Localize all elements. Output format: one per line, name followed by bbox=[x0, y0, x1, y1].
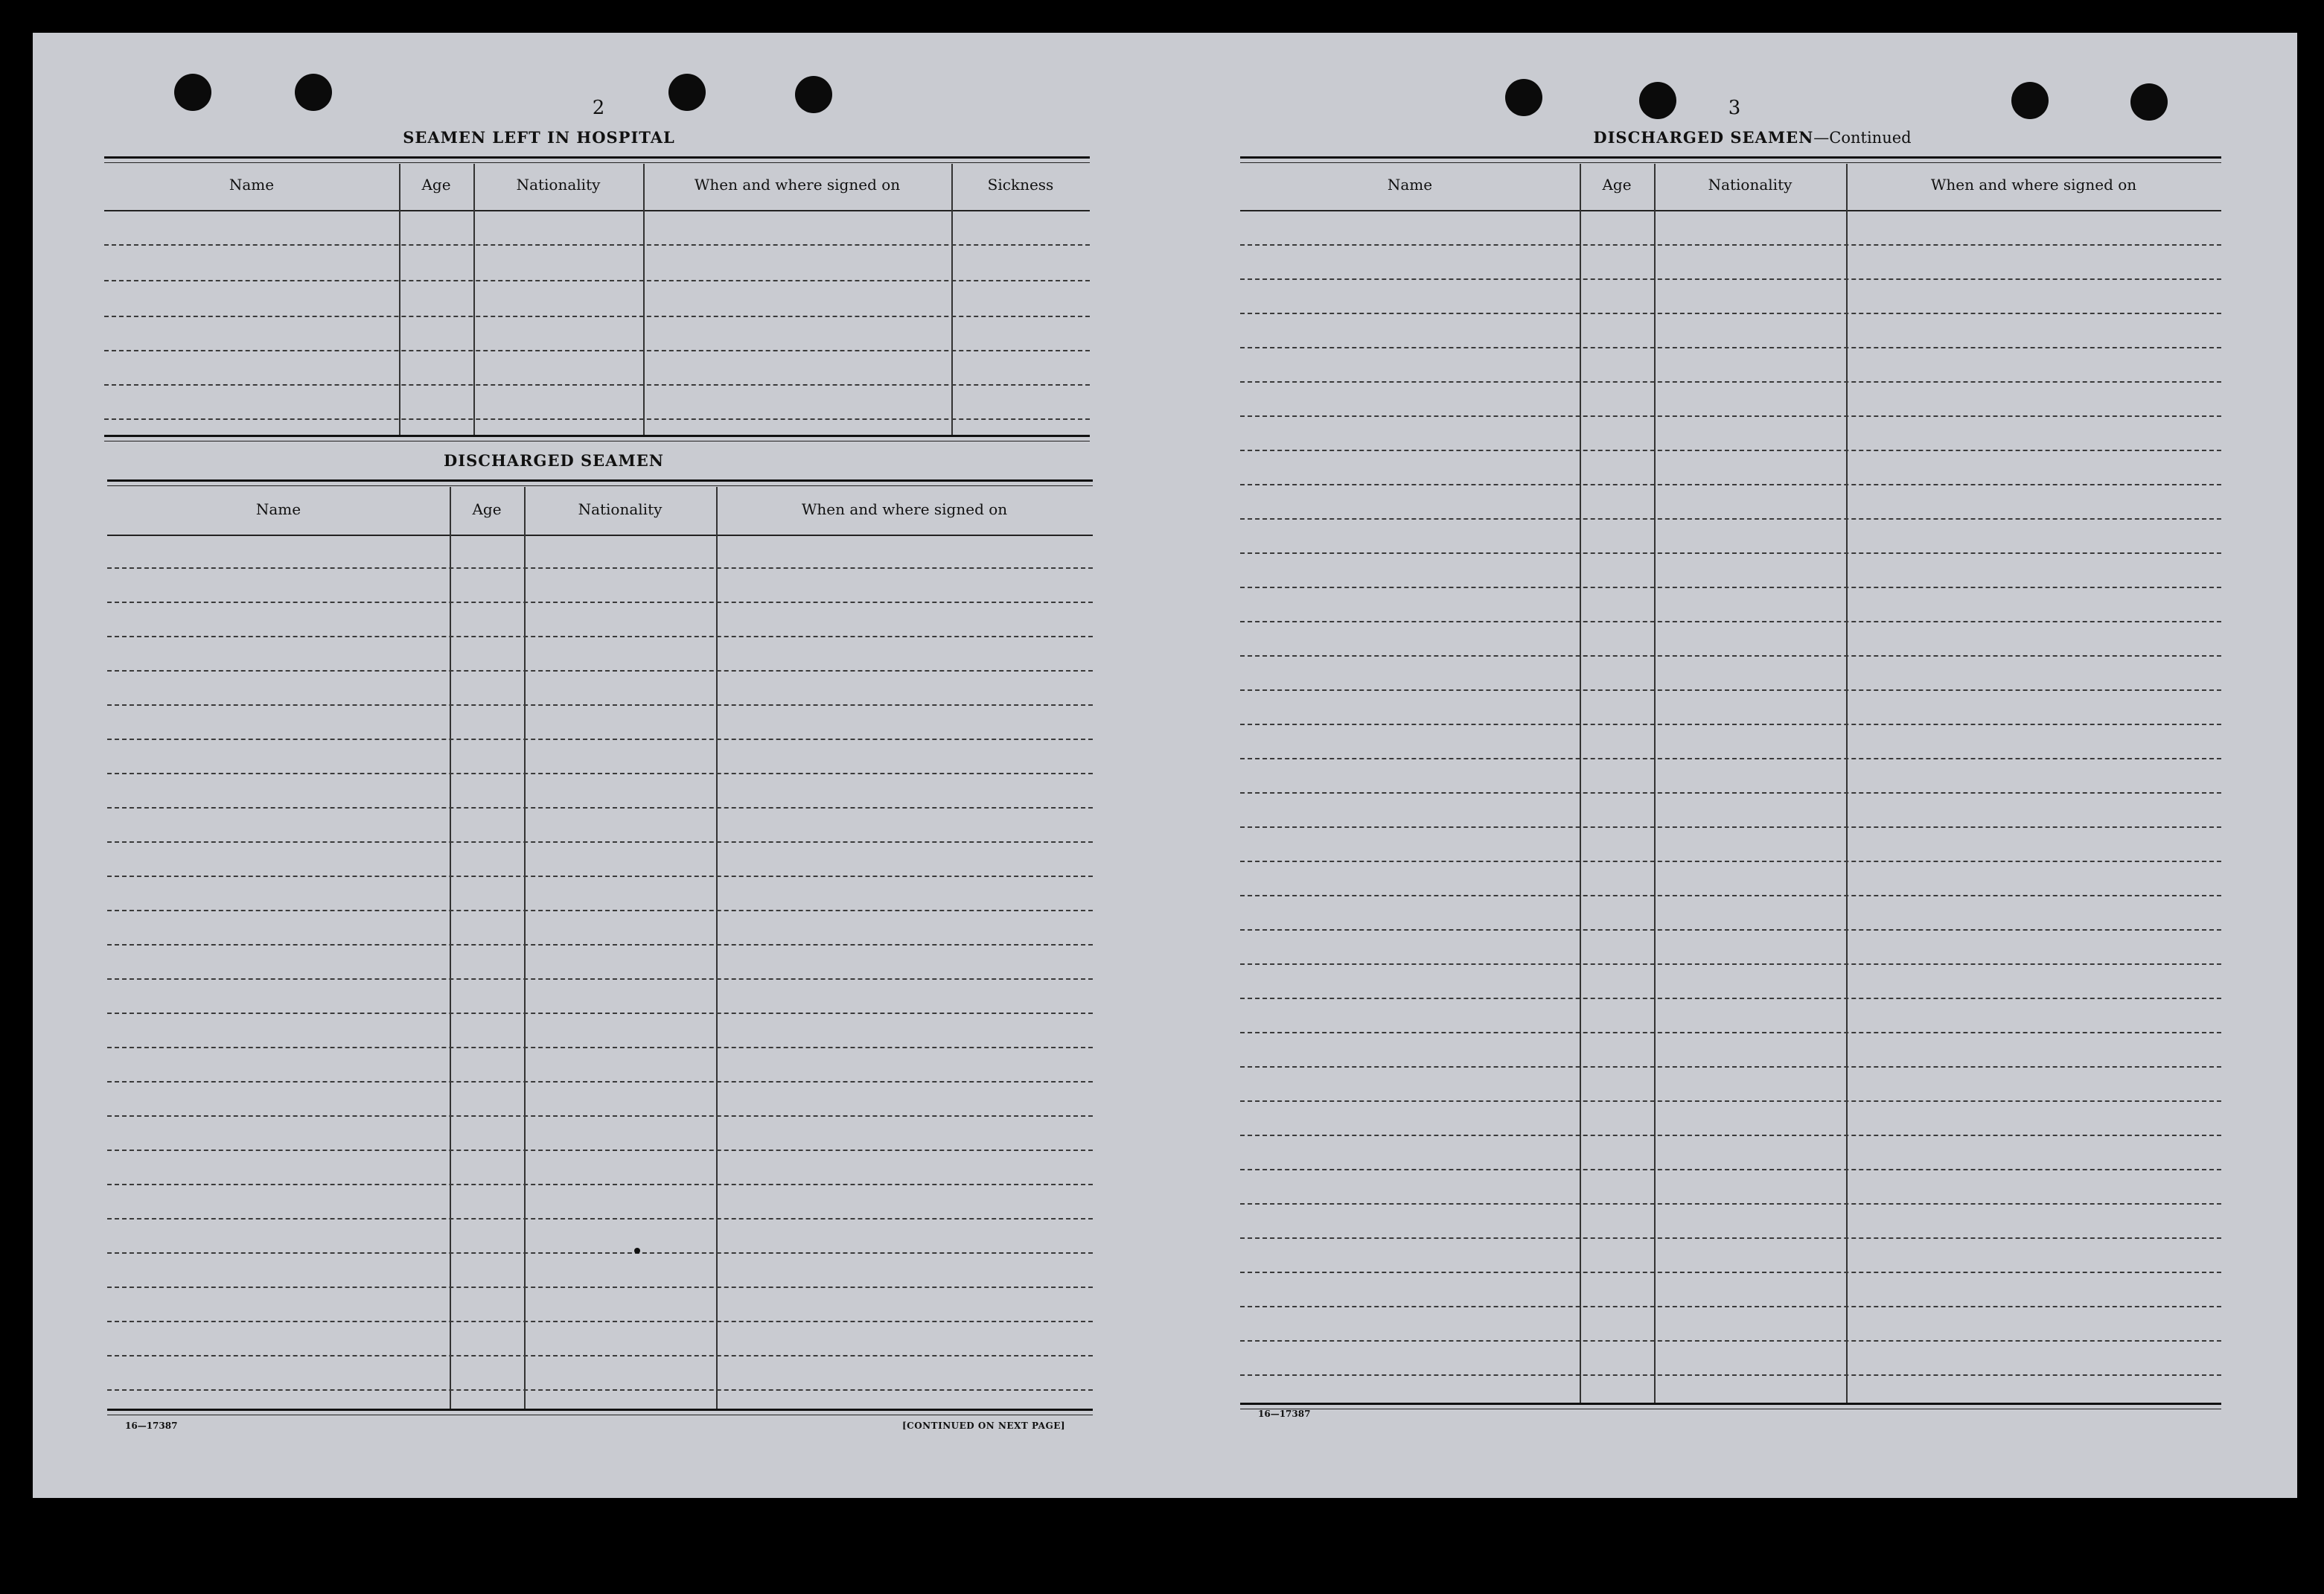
right-page bbox=[1172, 33, 2297, 1498]
col-header-nationality: Nationality bbox=[516, 176, 601, 194]
col-header-nationality: Nationality bbox=[578, 500, 663, 518]
discharged-table-right bbox=[1240, 156, 2221, 1437]
col-header-name: Name bbox=[255, 500, 301, 518]
discharged-section-title: DISCHARGED SEAMEN bbox=[444, 451, 664, 470]
col-header-when-where: When and where signed on bbox=[801, 500, 1008, 518]
form-sheet bbox=[33, 33, 2297, 1498]
discharged-table-left bbox=[107, 479, 1093, 1447]
col-header-name: Name bbox=[1387, 176, 1433, 194]
discharged-continued-title bbox=[1544, 128, 1961, 147]
page-number: 2 bbox=[592, 97, 605, 119]
hospital-section-title: SEAMEN LEFT IN HOSPITAL bbox=[403, 128, 675, 147]
form-code: 16—17387 bbox=[1258, 1409, 1311, 1419]
col-header-sickness: Sickness bbox=[987, 176, 1054, 194]
form-code: 16—17387 bbox=[125, 1421, 178, 1431]
left-page bbox=[33, 33, 1164, 1498]
hospital-table bbox=[104, 156, 1090, 462]
continued-note: [CONTINUED ON NEXT PAGE] bbox=[902, 1421, 1066, 1431]
col-header-age: Age bbox=[472, 500, 502, 518]
col-header-when-where: When and where signed on bbox=[694, 176, 901, 194]
col-header-age: Age bbox=[1602, 176, 1632, 194]
col-header-name: Name bbox=[229, 176, 275, 194]
ink-speck bbox=[634, 1248, 640, 1254]
col-header-nationality: Nationality bbox=[1708, 176, 1793, 194]
page-number: 3 bbox=[1728, 97, 1741, 119]
col-header-when-where: When and where signed on bbox=[1930, 176, 2137, 194]
section-title-suffix: —Continued bbox=[1813, 129, 1912, 147]
col-header-age: Age bbox=[421, 176, 451, 194]
section-title-main: DISCHARGED SEAMEN bbox=[1593, 128, 1814, 147]
